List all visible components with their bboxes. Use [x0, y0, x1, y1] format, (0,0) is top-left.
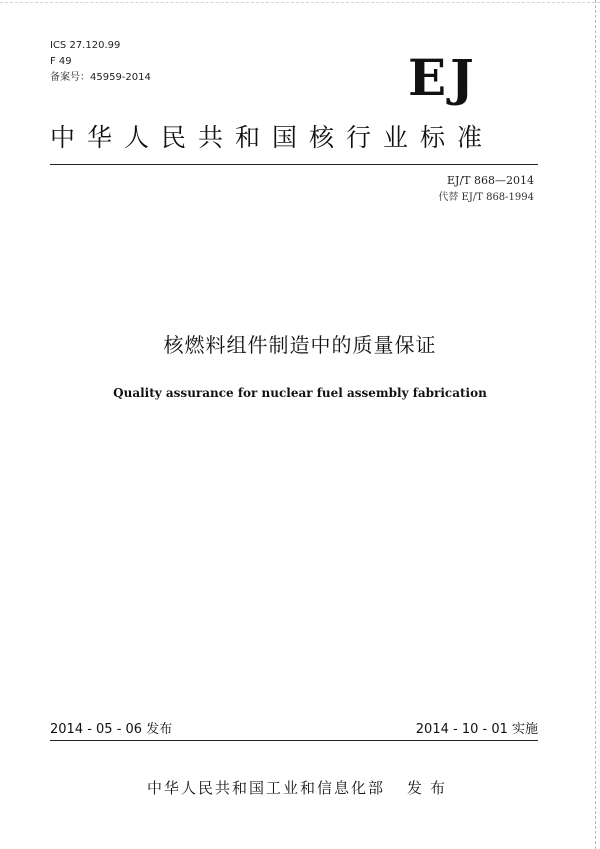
document-title-cn: 核燃料组件制造中的质量保证	[163, 333, 437, 357]
scan-edge-right	[593, 0, 596, 849]
scan-edge-top	[0, 2, 600, 4]
ej-logo: EJ	[408, 48, 478, 107]
header-divider	[50, 164, 538, 165]
standard-number: EJ/T 868—2014	[447, 174, 534, 187]
footer-divider	[50, 740, 538, 741]
issuer-line	[0, 776, 600, 800]
issuer-action: 发布	[407, 779, 454, 797]
record-number: 备案号：45959-2014	[50, 72, 151, 83]
replaces-standard: 代替 EJ/T 868-1994	[438, 192, 534, 203]
issuer-name: 中华人民共和国工业和信息化部	[146, 779, 385, 797]
document-title-en: Quality assurance for nuclear fuel assembly fabrication	[113, 386, 487, 400]
effective-date: 2014 - 10 - 01 实施	[415, 722, 538, 737]
ics-code: ICS 27.120.99	[50, 40, 121, 51]
organization-title: 中华人民共和国核行业标准	[50, 123, 495, 152]
f-code: F 49	[50, 56, 72, 67]
standard-number-block	[438, 172, 534, 206]
issue-date: 2014 - 05 - 06 发布	[50, 722, 173, 737]
classification-block	[50, 38, 151, 86]
